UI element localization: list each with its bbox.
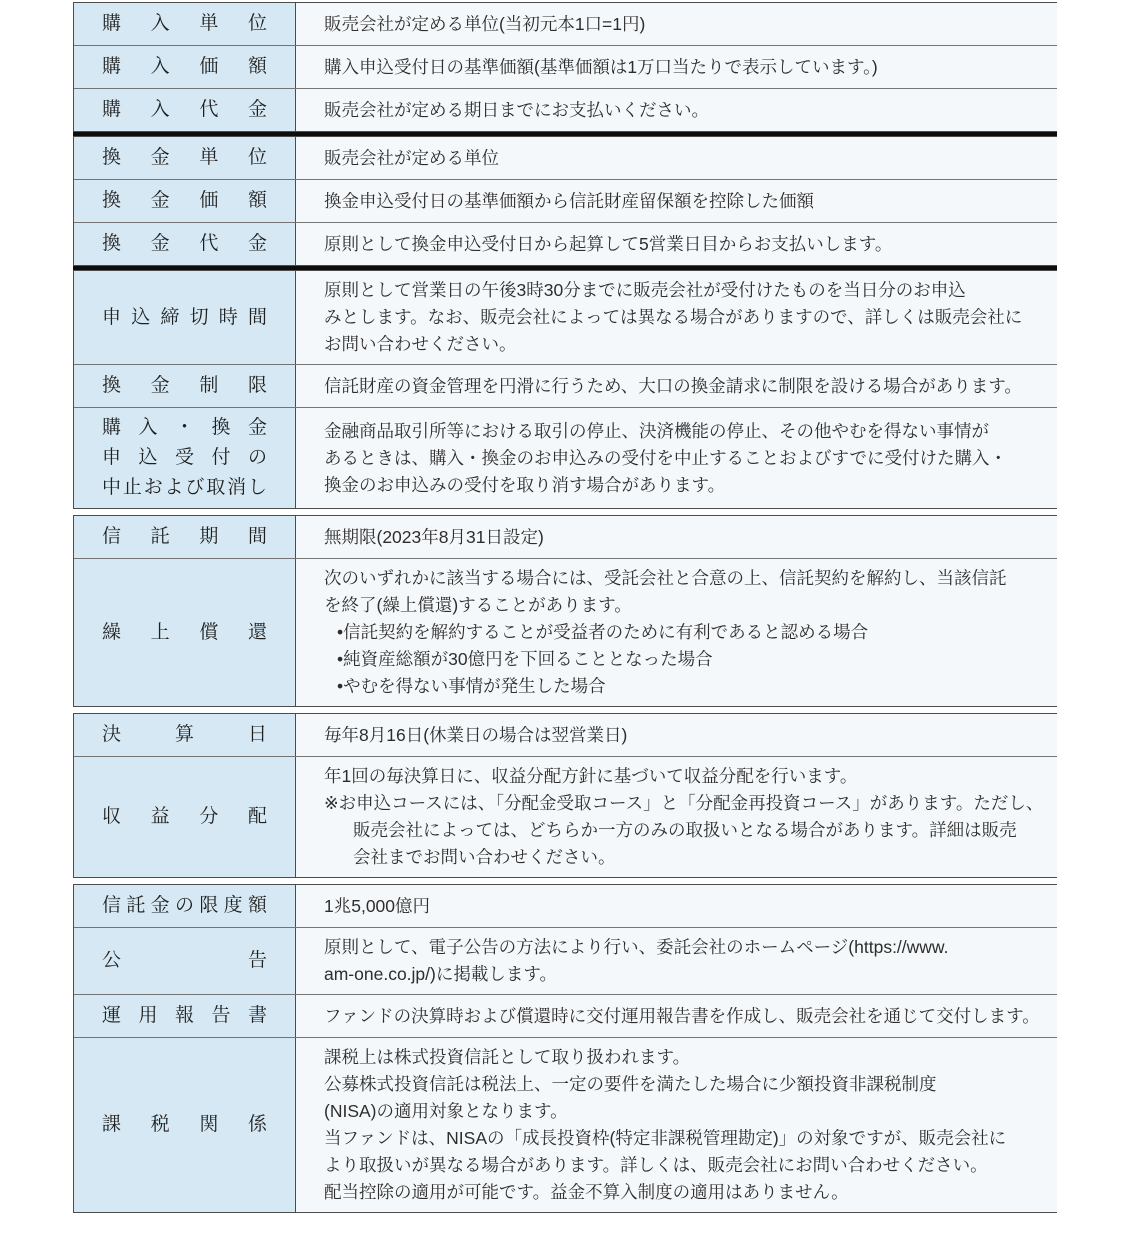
label-char: 額 — [247, 56, 267, 77]
row-label-cell — [74, 928, 296, 994]
content-line: •純資産総額が30億円を下回ることとなった場合 — [337, 649, 713, 669]
table-row — [74, 88, 1057, 131]
label-char: 入 — [150, 13, 170, 34]
row-label-cell — [74, 1038, 296, 1212]
label-char: 入 — [150, 99, 170, 120]
table-row — [74, 222, 1057, 265]
content-line: みとします。なお、販売会社によっては異なる場合がありますので、詳しくは販売会社に — [324, 307, 1023, 327]
content-line: 原則として換金申込受付日から起算して5営業日目からお支払いします。 — [324, 233, 893, 254]
label-char: 算 — [174, 724, 194, 745]
table-row — [74, 137, 1057, 179]
row-label-cell — [74, 559, 296, 706]
content-line: •信託契約を解約することが受益者のために有利であると認める場合 — [337, 622, 869, 642]
label-char: 取 — [206, 477, 226, 498]
row-label-text — [102, 9, 267, 39]
content-line: 当ファンドは、NISAの「成長投資枠(特定非課税管理勘定)」の対象ですが、販売会社に — [324, 1128, 1007, 1148]
content-line: 配当控除の適用が可能です。益金不算入制度の適用はありません。 — [324, 1182, 849, 1202]
label-char: 申 — [102, 447, 122, 468]
content-line: ※お申込コースには、「分配金受取コース」と「分配金再投資コース」があります。ただし、 — [324, 793, 1044, 813]
label-char: 受 — [174, 447, 194, 468]
content-line: 販売会社によっては、どちらか一方のみの取扱いとなる場合があります。詳細は販売 — [353, 820, 1017, 840]
label-char: 益 — [150, 806, 170, 827]
label-char: の — [247, 447, 267, 468]
row-label-text — [102, 522, 267, 552]
table-row — [74, 45, 1057, 88]
table-row — [74, 179, 1057, 222]
label-char: 購 — [102, 13, 122, 34]
row-content-cell — [296, 516, 1057, 558]
row-label-text — [102, 413, 267, 443]
label-char: 付 — [211, 447, 231, 468]
label-char: 換 — [211, 417, 231, 438]
content-line: 販売会社が定める単位 — [324, 147, 499, 168]
row-label-text — [102, 443, 267, 473]
row-label-text — [102, 52, 267, 82]
label-char: 金 — [150, 190, 170, 211]
row-content-cell — [296, 89, 1057, 131]
row-label-cell — [74, 365, 296, 407]
label-char: 関 — [199, 1114, 219, 1135]
label-char: 決 — [102, 724, 122, 745]
label-char: し — [247, 477, 267, 498]
row-content-cell — [296, 365, 1057, 407]
row-label-text — [102, 1001, 267, 1031]
content-line: 原則として営業日の午後3時30分までに販売会社が受付けたものを当日分のお申込 — [324, 280, 966, 300]
table-row — [74, 558, 1057, 706]
content-line: 次のいずれかに該当する場合には、受託会社と合意の上、信託契約を解約し、当該信託 — [324, 568, 1007, 588]
content-line: 公募株式投資信託は税法上、一定の要件を満たした場合に少額投資非課税制度 — [324, 1074, 937, 1094]
label-char: 信 — [102, 526, 122, 547]
label-char: お — [143, 477, 163, 498]
row-content-cell — [296, 408, 1057, 508]
label-char: 位 — [247, 147, 267, 168]
row-label-text — [102, 303, 267, 333]
row-content-cell — [296, 995, 1057, 1037]
label-char: 金 — [247, 417, 267, 438]
label-char: 告 — [211, 1005, 231, 1026]
content-line: 換金申込受付日の基準価額から信託財産留保額を控除した価額 — [324, 190, 814, 211]
row-label-cell — [74, 995, 296, 1037]
row-label-text — [102, 186, 267, 216]
row-content-cell — [296, 559, 1057, 706]
row-label-cell — [74, 89, 296, 131]
row-content-cell — [296, 757, 1057, 877]
label-char: 代 — [199, 233, 219, 254]
row-content-cell — [296, 180, 1057, 222]
label-char: の — [174, 895, 194, 916]
row-label-cell — [74, 180, 296, 222]
table-row — [74, 407, 1057, 508]
row-content-cell — [296, 714, 1057, 756]
row-label-cell — [74, 271, 296, 364]
label-char: 換 — [102, 375, 122, 396]
table-row — [74, 364, 1057, 407]
label-char: 繰 — [102, 621, 122, 643]
content-line: 販売会社が定める期日までにお支払いください。 — [324, 99, 709, 120]
content-line: 原則として、電子公告の方法により行い、委託会社のホームページ(https://www. — [324, 937, 949, 957]
label-char: 上 — [150, 621, 170, 643]
content-line: am-one.co.jp/)に掲載します。 — [324, 964, 557, 984]
label-char: 金 — [150, 895, 170, 916]
content-line: 換金のお申込みの受付を取り消す場合があります。 — [324, 474, 726, 495]
row-label-cell — [74, 3, 296, 45]
table-section — [73, 713, 1057, 878]
label-char: 配 — [247, 806, 267, 827]
row-label-text — [102, 946, 267, 976]
content-line: お問い合わせください。 — [324, 334, 517, 354]
table-row — [74, 927, 1057, 994]
label-char: 告 — [247, 950, 267, 971]
label-char: 換 — [102, 147, 122, 168]
label-char: 還 — [247, 621, 267, 643]
row-label-text — [102, 1110, 267, 1140]
label-char: 間 — [247, 306, 267, 328]
table-row — [74, 756, 1057, 877]
label-char: 込 — [131, 306, 151, 328]
label-char: 単 — [199, 147, 219, 168]
row-content-cell — [296, 223, 1057, 265]
label-char: 消 — [227, 477, 247, 498]
label-char: 価 — [199, 56, 219, 77]
row-content-cell — [296, 3, 1057, 45]
row-content-cell — [296, 271, 1057, 364]
label-char: 税 — [150, 1114, 170, 1135]
table-row — [74, 271, 1057, 364]
label-char: 限 — [199, 895, 219, 916]
label-char: 係 — [247, 1114, 267, 1135]
row-label-cell — [74, 757, 296, 877]
label-char: 申 — [102, 306, 122, 328]
content-line: より取扱いが異なる場合があります。詳しくは、販売会社にお問い合わせください。 — [324, 1155, 988, 1175]
row-label-text — [102, 720, 267, 750]
row-label-text — [102, 473, 267, 503]
label-char: 託 — [126, 895, 146, 916]
label-char: 単 — [199, 13, 219, 34]
content-line: (NISA)の適用対象となります。 — [324, 1101, 568, 1121]
label-char: 収 — [102, 806, 122, 827]
label-char: 購 — [102, 56, 122, 77]
row-content-cell — [296, 928, 1057, 994]
label-char: 分 — [199, 806, 219, 827]
label-char: 中 — [102, 477, 122, 498]
label-char: 託 — [150, 526, 170, 547]
label-char: 換 — [102, 233, 122, 254]
label-char: ・ — [174, 417, 194, 438]
label-char: 期 — [199, 526, 219, 547]
content-line: ファンドの決算時および償還時に交付運用報告書を作成し、販売会社を通じて交付します。 — [324, 1005, 1040, 1026]
label-char: 購 — [102, 99, 122, 120]
row-label-cell — [74, 885, 296, 927]
row-content-cell — [296, 1038, 1057, 1212]
table-section — [73, 884, 1057, 1213]
label-char: 額 — [247, 895, 267, 916]
table-row — [74, 3, 1057, 45]
label-char: 価 — [199, 190, 219, 211]
label-char: 度 — [223, 895, 243, 916]
label-char: 時 — [218, 306, 238, 328]
content-line: 販売会社が定める単位(当初元本1口=1円) — [324, 13, 646, 34]
label-char: 締 — [160, 306, 180, 328]
label-char: 金 — [150, 233, 170, 254]
row-label-cell — [74, 223, 296, 265]
content-line: 購入申込受付日の基準価額(基準価額は1万口当たりで表示しています。) — [324, 56, 878, 77]
row-label-cell — [74, 714, 296, 756]
label-char: 入 — [138, 417, 158, 438]
table-section — [73, 2, 1057, 132]
content-line: 年1回の毎決算日に、収益分配方針に基づいて収益分配を行います。 — [324, 766, 858, 786]
label-char: 金 — [150, 147, 170, 168]
label-char: 間 — [247, 526, 267, 547]
label-char: 信 — [102, 895, 122, 916]
row-label-text — [102, 802, 267, 832]
label-char: 書 — [247, 1005, 267, 1026]
table-row — [74, 885, 1057, 927]
row-label-cell — [74, 516, 296, 558]
content-line: 金融商品取引所等における取引の停止、決済機能の停止、その他やむを得ない事情が — [324, 420, 989, 441]
label-char: 金 — [150, 375, 170, 396]
label-char: 金 — [247, 99, 267, 120]
label-char: 入 — [150, 56, 170, 77]
content-line: あるときは、購入・換金のお申込みの受付を中止することおよびすでに受付けた購入・ — [324, 447, 1008, 468]
content-line: 信託財産の資金管理を円滑に行うため、大口の換金請求に制限を設ける場合があります。 — [324, 375, 1022, 396]
label-char: 止 — [122, 477, 142, 498]
label-char: 代 — [199, 99, 219, 120]
row-label-cell — [74, 46, 296, 88]
label-char: 用 — [138, 1005, 158, 1026]
content-line: 1兆5,000億円 — [324, 895, 431, 916]
label-char: 換 — [102, 190, 122, 211]
fund-details-table — [73, 2, 1057, 1213]
label-char: 報 — [174, 1005, 194, 1026]
content-line: •やむを得ない事情が発生した場合 — [337, 676, 606, 696]
row-label-cell — [74, 137, 296, 179]
label-char: 額 — [247, 190, 267, 211]
label-char: 償 — [199, 621, 219, 643]
label-char: 制 — [199, 375, 219, 396]
content-line: 無期限(2023年8月31日設定) — [324, 526, 544, 547]
row-content-cell — [296, 46, 1057, 88]
label-char: 込 — [138, 447, 158, 468]
row-label-text — [102, 143, 267, 173]
row-label-text — [102, 371, 267, 401]
row-label-text — [102, 95, 267, 125]
table-row — [74, 1037, 1057, 1212]
row-content-cell — [296, 885, 1057, 927]
content-line: 会社までお問い合わせください。 — [353, 847, 616, 867]
content-line: 毎年8月16日(休業日の場合は翌営業日) — [324, 724, 628, 745]
content-line: 課税上は株式投資信託として取り扱われます。 — [324, 1047, 691, 1067]
label-char: 公 — [102, 950, 122, 971]
label-char: 限 — [247, 375, 267, 396]
row-label-text — [102, 618, 267, 648]
row-label-text — [102, 891, 267, 921]
label-char: 購 — [102, 417, 122, 438]
label-char: 切 — [189, 306, 209, 328]
label-char: び — [185, 477, 205, 498]
table-row — [74, 516, 1057, 558]
row-label-text — [102, 229, 267, 259]
label-char: よ — [164, 477, 184, 498]
label-char: 金 — [247, 233, 267, 254]
table-section — [73, 270, 1057, 509]
table-section — [73, 515, 1057, 707]
label-char: 位 — [247, 13, 267, 34]
content-line: を終了(繰上償還)することがあります。 — [324, 595, 632, 615]
row-label-cell — [74, 408, 296, 508]
label-char: 日 — [247, 724, 267, 745]
table-row — [74, 994, 1057, 1037]
table-section — [73, 136, 1057, 266]
label-char: 課 — [102, 1114, 122, 1135]
label-char: 運 — [102, 1005, 122, 1026]
row-content-cell — [296, 137, 1057, 179]
table-row — [74, 714, 1057, 756]
